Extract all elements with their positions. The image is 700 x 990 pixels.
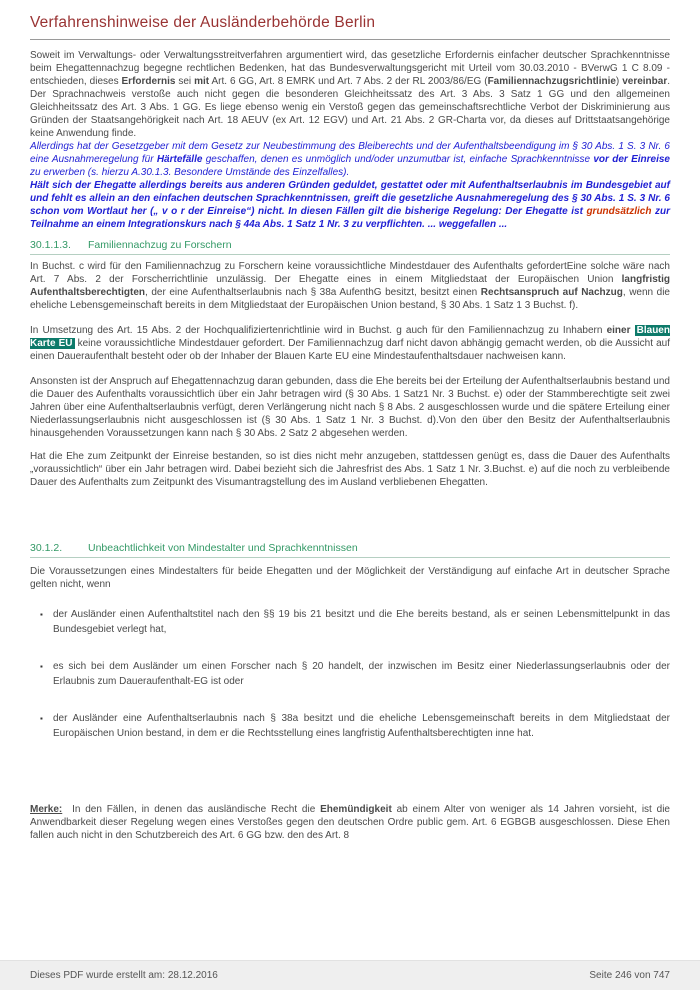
footer-created-date: Dieses PDF wurde erstellt am: 28.12.2016: [30, 970, 218, 981]
paragraph-ansonsten: Ansonsten ist der Anspruch auf Ehegattennachzug daran gebunden, dass die Ehe bereits bei der Erteilung der Aufenthaltserlaubnis bestand und die Dauer des Aufenthalts voraussichtlich über ein Jahr betragen wird (§ 30 Abs. 1 Satz1 Nr. 3 Buchst. e) oder der Stammberechtigte seit zwei Jahren über eine Aufenthaltserlaubnis verfügt, deren Verlängerung nicht nach § 8 Abs. 2 ausgeschlossen wurde und die spätere Erteilung einer Niederlassungserlaubnis nicht ausgeschlossen ist (§ 30 Abs. 1 Satz 1 Nr. 3 Buchst. d).Von den über den Besitz der Aufenthaltserlaubnis hinausgehenden Voraussetzungen kann nach § 30 Abs. 2 Satz 2 abgesehen werden.: [30, 376, 670, 439]
section-heading-forscher: [30, 238, 670, 255]
square-bullet-icon: ▪: [40, 610, 43, 619]
list-item: [40, 659, 670, 689]
paragraph-voraussetzungen-intro: Die Voraussetzungen eines Mindestalters für beide Ehegatten und der Möglichkeit der Verständigung auf einfache Art in deutscher Sprache gelten nicht, wenn: [30, 566, 670, 590]
list-item: [40, 711, 670, 741]
section-label: Familiennachzug zu Forschern: [88, 239, 232, 251]
paragraph-blaue-karte: In Umsetzung des Art. 15 Abs. 2 der Hochqualifiziertenrichtlinie wird in Buchst. g auch für den Familiennachzug zu Inhabern einer Blauen Karte EU keine voraussichtliche Mindestdauer gefordert. Der Familiennachzug darf nicht davon abhängig gemacht werden, ob die Aussicht auf einen Daueraufenthalt besteht oder ob der Inhaber der Blauen Karte EU eine Mindestaufenthaltsdauer nachweisen kann.: [30, 325, 670, 362]
list-item-text: es sich bei dem Ausländer um einen Forscher nach § 20 handelt, der inzwischen im Besitz einer Niederlassungserlaubnis oder der Erlaubnis zum Daueraufenthalt-EG ist oder: [53, 661, 670, 687]
square-bullet-icon: ▪: [40, 714, 43, 723]
page-footer: [0, 960, 700, 990]
section-label: Unbeachtlichkeit von Mindestalter und Sprachkenntnissen: [88, 542, 358, 554]
paragraph-ehe-zeitpunkt: Hat die Ehe zum Zeitpunkt der Einreise bestanden, so ist dies nicht mehr anzugeben, stattdessen genügt es, dass die Dauer des Aufenthalts „voraussichtlich“ über ein Jahr betragen wird. Dabei bezieht sich die Jahresfrist des Abs. 1 Satz 1 Nr. 3.Buchst. e) auf die noch zu verbleibende Dauer des Aufenthalts zum Zeitpunkt des Visumantragstellung des im Ausland verbliebenen Ehegatten.: [30, 451, 670, 488]
paragraph-bverwg-urteil: Soweit im Verwaltungs- oder Verwaltungsstreitverfahren argumentiert wird, das gesetzliche Erfordernis einfacher deutscher Sprachkenntnisse beim Ehegattennachzug begegne rechtlichen Bedenken, hat das Bundesverwaltungsgericht mit Urteil vom 30.03.2010 - BVerwG 1 C 8.09 - entschieden, dieses Erfordernis sei mit Art. 6 GG, Art. 8 EMRK und Art. 7 Abs. 2 der RL 2003/86/EG (Familiennachzugsrichtlinie) vereinbar. Der Sprachnachweis verstoße auch nicht gegen die besonderen Gleichheitssatz des Art. 3 Abs. 3 Satz 1 GG und den allgemeinen Gleichheitssatz des Art. 3 Abs. 1 GG. Es liege ebenso wenig ein Verstoß gegen das gemeinschaftsrechtliche Verbot der Diskriminierung aus Gründen der Staatsangehörigkeit nach Art. 18 AEUV (ex Art. 12 EGV) und Art. 21 Abs. 2 GR-Charta vor, da dieses auf Drittstaatsangehörige keine Anwendung finde.: [30, 50, 671, 139]
section-number: 30.1.2.: [30, 542, 63, 554]
list-item-text: der Ausländer einen Aufenthaltstitel nach den §§ 19 bis 21 besitzt und die Ehe bereits bestand, als er seinen Lebensmittelpunkt in das Bundesgebiet verlegt hat,: [53, 609, 670, 635]
note-paragraph-ausnahmeregelung: Allerdings hat der Gesetzgeber mit dem Gesetz zur Neubestimmung des Bleiberechts und der Aufenthaltsbeendigung im § 30 Abs. 1 S. 3 Nr. 6 eine Ausnahmeregelung für Härtefälle geschaffen, denen es unmöglich und/oder unzumutbar ist, einfache Sprachkenntnisse vor der Einreise zu erwerben (s. hierzu A.30.1.3. Besondere Umstände des Einzelfalles).: [30, 141, 670, 178]
document-title: Verfahrenshinweise der Ausländerbehörde Berlin: [30, 14, 376, 31]
title-divider: [30, 39, 670, 40]
note-paragraph-bisherige-regelung: Hält sich der Ehegatte allerdings bereits aus anderen Gründen geduldet, gestattet oder mit Aufenthaltserlaubnis im Bundesgebiet auf und fehlt es allein an den einfachen deutschen Sprachkenntnissen, greift die gesetzliche Ausnahmeregelung des § 30 Abs. 1 S. 3 Nr. 6 schon vom Wortlaut her („ v o r der Einreise“) nicht. In diesen Fällen gilt die bisherige Regelung: Der Ehegatte ist grundsätzlich zur Teilnahme an einem Integrationskurs nach § 44a Abs. 1 Satz 1 Nr. 3 zu verpflichten. ... weggefallen ...: [30, 180, 671, 230]
paragraph-forscher: In Buchst. c wird für den Familiennachzug zu Forschern keine voraussichtliche Mindestdauer des Aufenthalts gefordertEine solche wäre nach Art. 7 Abs. 2 der Forscherrichtlinie unzulässig. Der Ehegatte eines in einem Mitgliedstaat der Europäischen Union langfristig Aufenthaltsberechtigten, der eine Aufenthaltserlaubnis nach § 38a AufenthG besitzt, besitzt einen Rechtsanspruch auf Nachzug, wenn die eheliche Lebensgemeinschaft bereits in dem Mitgliedstaat der Europäischen Union bestand, § 30 Abs. 1 Satz 1 3 Buchst. f).: [30, 261, 670, 311]
condition-list: [30, 607, 670, 741]
list-item-text: der Ausländer eine Aufenthaltserlaubnis nach § 38a besitzt und die eheliche Lebensgemeinschaft bereits in dem Mitgliedstaat der Europäischen Union bestand, in dem er die Rechtsstellung eines langfristig Aufenthaltsberechtigten inne hat.: [53, 713, 670, 739]
section-heading-mindestalter: [30, 541, 670, 558]
footer-page-number: Seite 246 von 747: [589, 970, 670, 981]
paragraph-merke: Merke: In den Fällen, in denen das ausländische Recht die Ehemündigkeit ab einem Alter von weniger als 14 Jahren vorsieht, ist die Anwendbarkeit dieser Regelung wegen eines Verstoßes gegen den deutschen Ordre public gem. Art. 6 EGBGB ausgeschlossen. Diese Ehen fallen auch nicht in den Schutzbereich des Art. 6 GG bzw. den des Art. 8: [30, 804, 670, 841]
square-bullet-icon: ▪: [40, 662, 43, 671]
section-number: 30.1.1.3.: [30, 239, 71, 251]
list-item: [40, 607, 670, 637]
